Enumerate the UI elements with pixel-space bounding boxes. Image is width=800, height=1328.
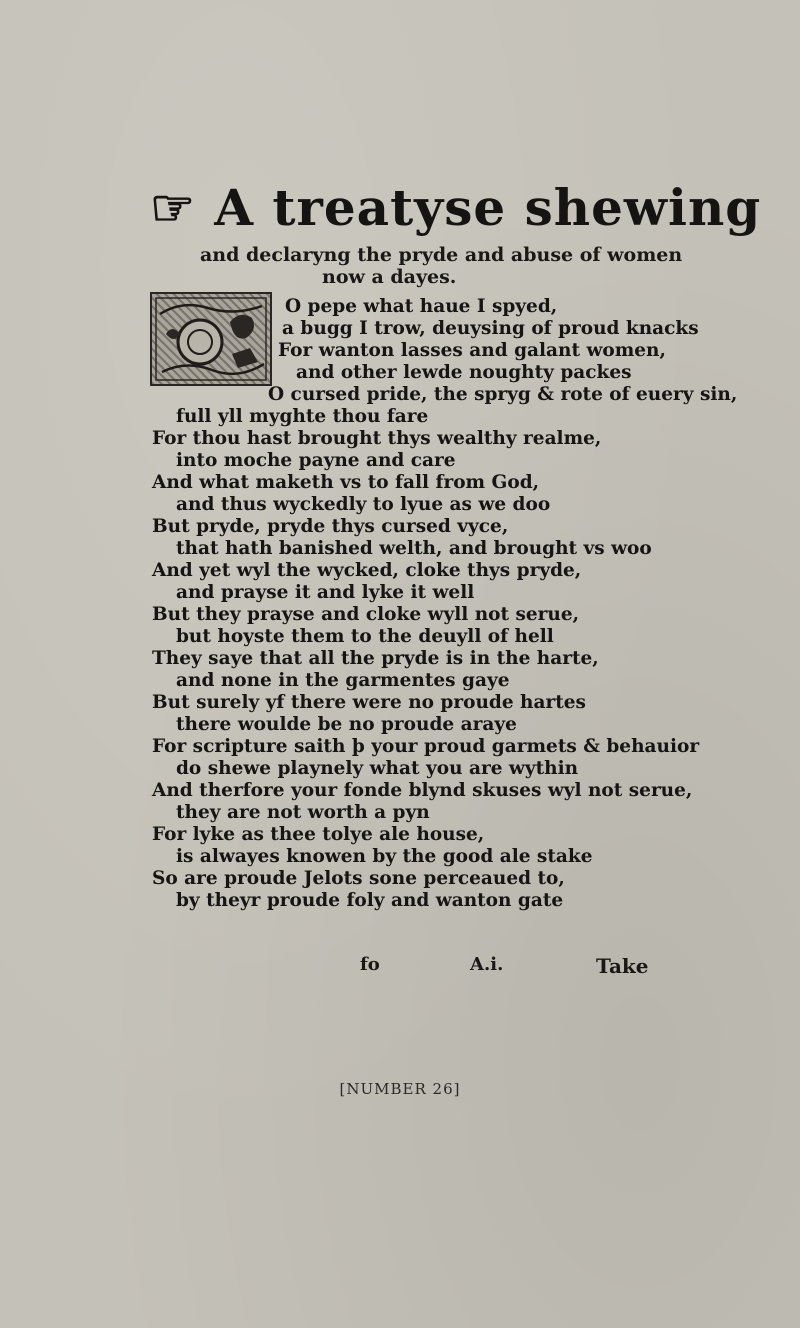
verse-line: And therfore your fonde blynd skuses wyl not serue, <box>152 780 693 801</box>
verse-line: For wanton lasses and galant women, <box>278 340 666 361</box>
catchline-fragment: fo <box>360 954 380 975</box>
signature-mark: A.i. <box>470 954 504 975</box>
verse-line: and thus wyckedly to lyue as we doo <box>176 494 551 515</box>
verse-line: that hath banished welth, and brought vs woo <box>176 538 652 559</box>
verse-line: But pryde, pryde thys cursed vyce, <box>152 516 509 537</box>
verse-line: do shewe playnely what you are wythin <box>176 758 579 779</box>
subtitle-line-1: and declaryng the pryde and abuse of women <box>200 244 683 266</box>
woodcut-ornament-icon <box>150 292 272 386</box>
verse-line: And what maketh vs to fall from God, <box>152 472 540 493</box>
verse-line: O cursed pride, the spryg & rote of euery sin, <box>268 384 738 405</box>
verse-line: a bugg I trow, deuysing of proud knacks <box>282 318 699 339</box>
verse-line: and other lewde noughty packes <box>296 362 632 383</box>
verse-line: there woulde be no proude araye <box>176 714 517 735</box>
verse-line: For thou hast brought thys wealthy realme, <box>152 428 602 449</box>
verse-line: For lyke as thee tolye ale house, <box>152 824 485 845</box>
verse-line: and prayse it and lyke it well <box>176 582 475 603</box>
verse-line: So are proude Jelots sone perceaued to, <box>152 868 565 889</box>
verse-line: into moche payne and care <box>176 450 456 471</box>
verse-line: is alwayes knowen by the good ale stake <box>176 846 593 867</box>
verse-line: For scripture saith þ your proud garmets & behauior <box>152 736 700 757</box>
subtitle-line-2: now a dayes. <box>322 266 457 288</box>
page-title: ☞ A treatyse shewing <box>150 178 762 237</box>
verse-line: by theyr proude foly and wanton gate <box>176 890 564 911</box>
verse-line: They saye that all the pryde is in the harte, <box>152 648 599 669</box>
verse-line: And yet wyl the wycked, cloke thys pryde, <box>152 560 582 581</box>
verse-line: But they prayse and cloke wyll not serue, <box>152 604 580 625</box>
verse-line: But surely yf there were no proude hartes <box>152 692 586 713</box>
verse-line: full yll myghte thou fare <box>176 406 429 427</box>
verse-line: and none in the garmentes gaye <box>176 670 510 691</box>
verse-line: but hoyste them to the deuyll of hell <box>176 626 554 647</box>
catchword: Take <box>596 954 649 978</box>
verse-line: they are not worth a pyn <box>176 802 430 823</box>
page-number-footer: [NUMBER 26] <box>339 1080 461 1098</box>
verse-line: O pepe what haue I spyed, <box>285 296 558 317</box>
